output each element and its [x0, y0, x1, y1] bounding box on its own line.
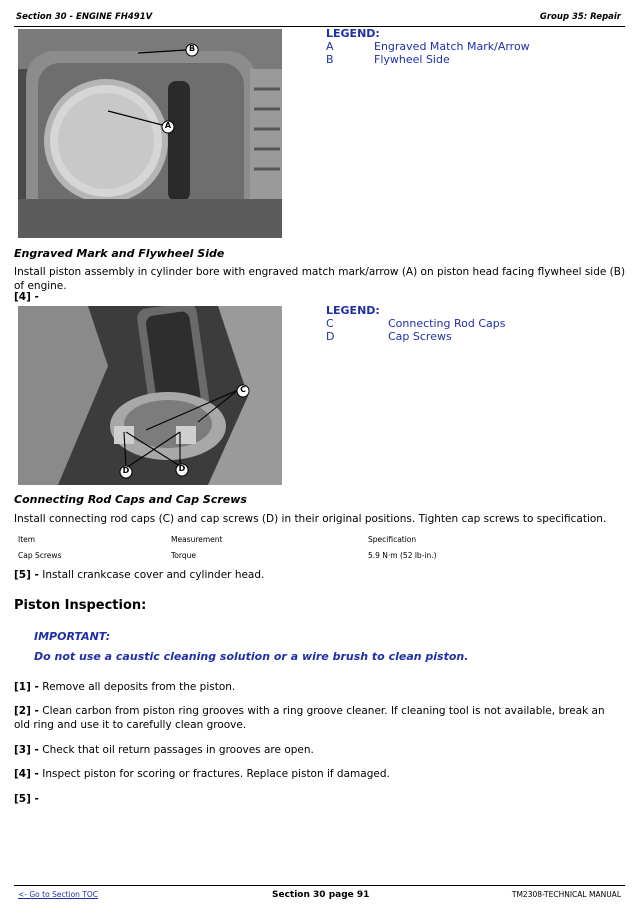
page-number: Section 30 page 91 [272, 890, 370, 900]
legend-key-b: B [326, 53, 334, 66]
step-num: [4] - [14, 768, 39, 780]
inspection-step-1 [14, 680, 626, 694]
legend-key-a: A [326, 40, 334, 53]
legend2-text-d: Cap Screws [388, 330, 452, 343]
legend2-text-c: Connecting Rod Caps [388, 317, 506, 330]
figure1-text: Install piston assembly in cylinder bore with engraved match mark/arrow (A) on piston head facing flywheel side (B) of engine. [14, 266, 626, 292]
legend-title: LEGEND: [326, 27, 380, 40]
step-5-text: Install crankcase cover and cylinder head. [38, 569, 265, 581]
callout-a: A [164, 121, 172, 130]
step-text: Inspect piston for scoring or fractures. Replace piston if damaged. [38, 768, 390, 780]
table-cell-measurement: Torque [171, 551, 196, 560]
inspection-step-2 [14, 704, 619, 732]
callout-d-right: D [178, 464, 186, 473]
figure2-caption: Connecting Rod Caps and Cap Screws [14, 493, 247, 506]
legend2-key-c: C [326, 317, 334, 330]
table-header-item: Item [18, 535, 36, 544]
figure1-caption: Engraved Mark and Flywheel Side [14, 247, 225, 260]
step-num: [1] - [14, 681, 39, 693]
table-header-measurement: Measurement [171, 535, 223, 544]
step-5-num: [5] - [14, 569, 39, 581]
inspection-step-3 [14, 743, 626, 757]
section-heading: Piston Inspection: [14, 598, 147, 613]
inspection-step-5 [14, 792, 626, 806]
header-divider [14, 26, 625, 27]
table-header-specification: Specification [368, 535, 417, 544]
piston-photo [18, 29, 282, 238]
step-4-label: [4] - [14, 291, 39, 303]
group-title: Group 35: Repair [539, 12, 621, 22]
figure2-text: Install connecting rod caps (C) and cap screws (D) in their original positions. Tighten cap screws to specification. [14, 513, 607, 525]
step-text: Clean carbon from piston ring grooves with a ring groove cleaner. If cleaning tool is not available, break an old ring and use it to carefully clean groove. [14, 705, 605, 731]
callout-b: B [188, 44, 196, 53]
footer-divider [14, 885, 625, 886]
legend-text-b: Flywheel Side [374, 53, 450, 66]
table-cell-item: Cap Screws [18, 551, 62, 560]
step-num: [3] - [14, 744, 39, 756]
legend2-title: LEGEND: [326, 304, 380, 317]
manual-id: TM2308-TECHNICAL MANUAL [511, 890, 621, 899]
connecting-rod-photo [18, 306, 282, 485]
step-num: [2] - [14, 705, 39, 717]
section-toc-link[interactable]: <- Go to Section TOC [18, 890, 99, 899]
legend-text-a: Engraved Match Mark/Arrow [374, 40, 530, 53]
important-label: IMPORTANT: [34, 630, 111, 643]
callout-c: C [240, 385, 246, 394]
callout-d-left: D [122, 466, 130, 475]
inspection-step-4 [14, 767, 626, 781]
table-cell-specification: 5.9 N·m (52 lb-in.) [368, 551, 437, 560]
step-text: Check that oil return passages in grooves are open. [38, 744, 314, 756]
step-5 [14, 568, 264, 582]
step-text: Remove all deposits from the piston. [38, 681, 236, 693]
legend2-key-d: D [326, 330, 335, 343]
section-title: Section 30 - ENGINE FH491V [16, 12, 153, 22]
step-num: [5] - [14, 793, 39, 805]
important-text: Do not use a caustic cleaning solution or a wire brush to clean piston. [34, 650, 469, 663]
